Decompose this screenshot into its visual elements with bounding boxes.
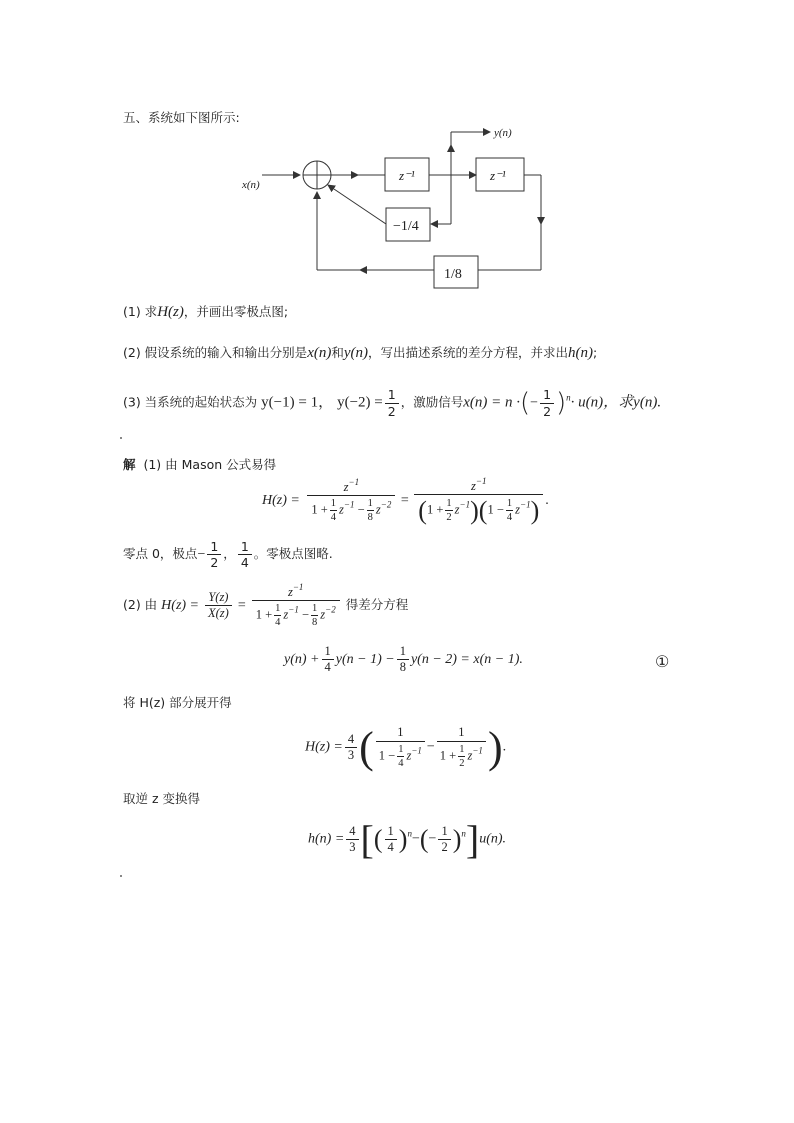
x-label: x(n) bbox=[242, 179, 260, 191]
impulse-response-formula: h(n) = $\frac{4}{3}$ [( $\frac{1}{4}$ )$^n$−(− $\frac{1}{2}$ )$^n$]u(n). bbox=[308, 817, 507, 862]
dot-mark bbox=[120, 437, 122, 439]
partial-fraction-text: 将 H(z) 部分展开得 bbox=[123, 695, 232, 710]
partial-fraction-formula: H(z) = $\frac{4}{3}$ ( 1 1 − $\frac{1}{4}$ $z^{-1}$ − 1 1 + $\frac{1}{2}$ $z^{-1}$ ). bbox=[305, 723, 507, 772]
dot-mark bbox=[120, 875, 122, 877]
delay2-label: z⁻¹ bbox=[490, 168, 506, 183]
solution-part-2: (2) 由 H(z) = $\frac{Y(z)}{X(z)}$ = $z^{-1}$ 1 + $\frac{1}{4}$ $z^{-1}$ − $\frac{1}{8}$ $z^{-2}$ 得差分方程 bbox=[123, 582, 409, 629]
y-label: y(n) bbox=[494, 127, 512, 139]
problem-title: 五、系统如下图所示: bbox=[123, 110, 240, 125]
question-2: (2) 假设系统的输入和输出分别是x(n)和y(n)，写出描述系统的差分方程，并求出h(n); bbox=[123, 345, 598, 361]
difference-equation: y(n) + $\frac{1}{4}$ y(n − 1) − $\frac{1}{8}$ y(n − 2) = x(n − 1). bbox=[284, 644, 523, 675]
hz-mason-formula: H(z) = $z^{-1}$ 1 + $\frac{1}{4}$ $z^{-1}$ − $\frac{1}{8}$ $z^{-2}$ = $z^{-1}$ (1 + $\frac{1}{2}$ $z^{-1})(1$ − $\frac{1}{4}$ $z^{-1}$) . bbox=[262, 476, 549, 526]
inverse-z-text: 取逆 z 变换得 bbox=[123, 791, 201, 806]
gain-outer-label: 1/8 bbox=[444, 267, 462, 282]
question-3: (3) 当系统的起始状态为 y(−1) = 1， y(−2) = $\frac{1}{2}$ ，激励信号x(n) = n ·(− $\frac{1}{2}$ )$^n$· u(n)，求y(n). bbox=[123, 387, 662, 419]
block-diagram bbox=[240, 120, 570, 300]
zeros-poles: 零点 0，极点− $\frac{1}{2}$ ， $\frac{1}{4}$ 。零极点图略. bbox=[123, 539, 333, 571]
gain-feedback-label: −1/4 bbox=[393, 219, 419, 234]
equation-number: ① bbox=[655, 654, 670, 671]
solution-intro: 解 (1) 由 Mason 公式易得 bbox=[123, 457, 277, 472]
question-1: (1) 求H(z)，并画出零极点图; bbox=[123, 304, 289, 320]
delay1-label: z⁻¹ bbox=[399, 168, 415, 183]
